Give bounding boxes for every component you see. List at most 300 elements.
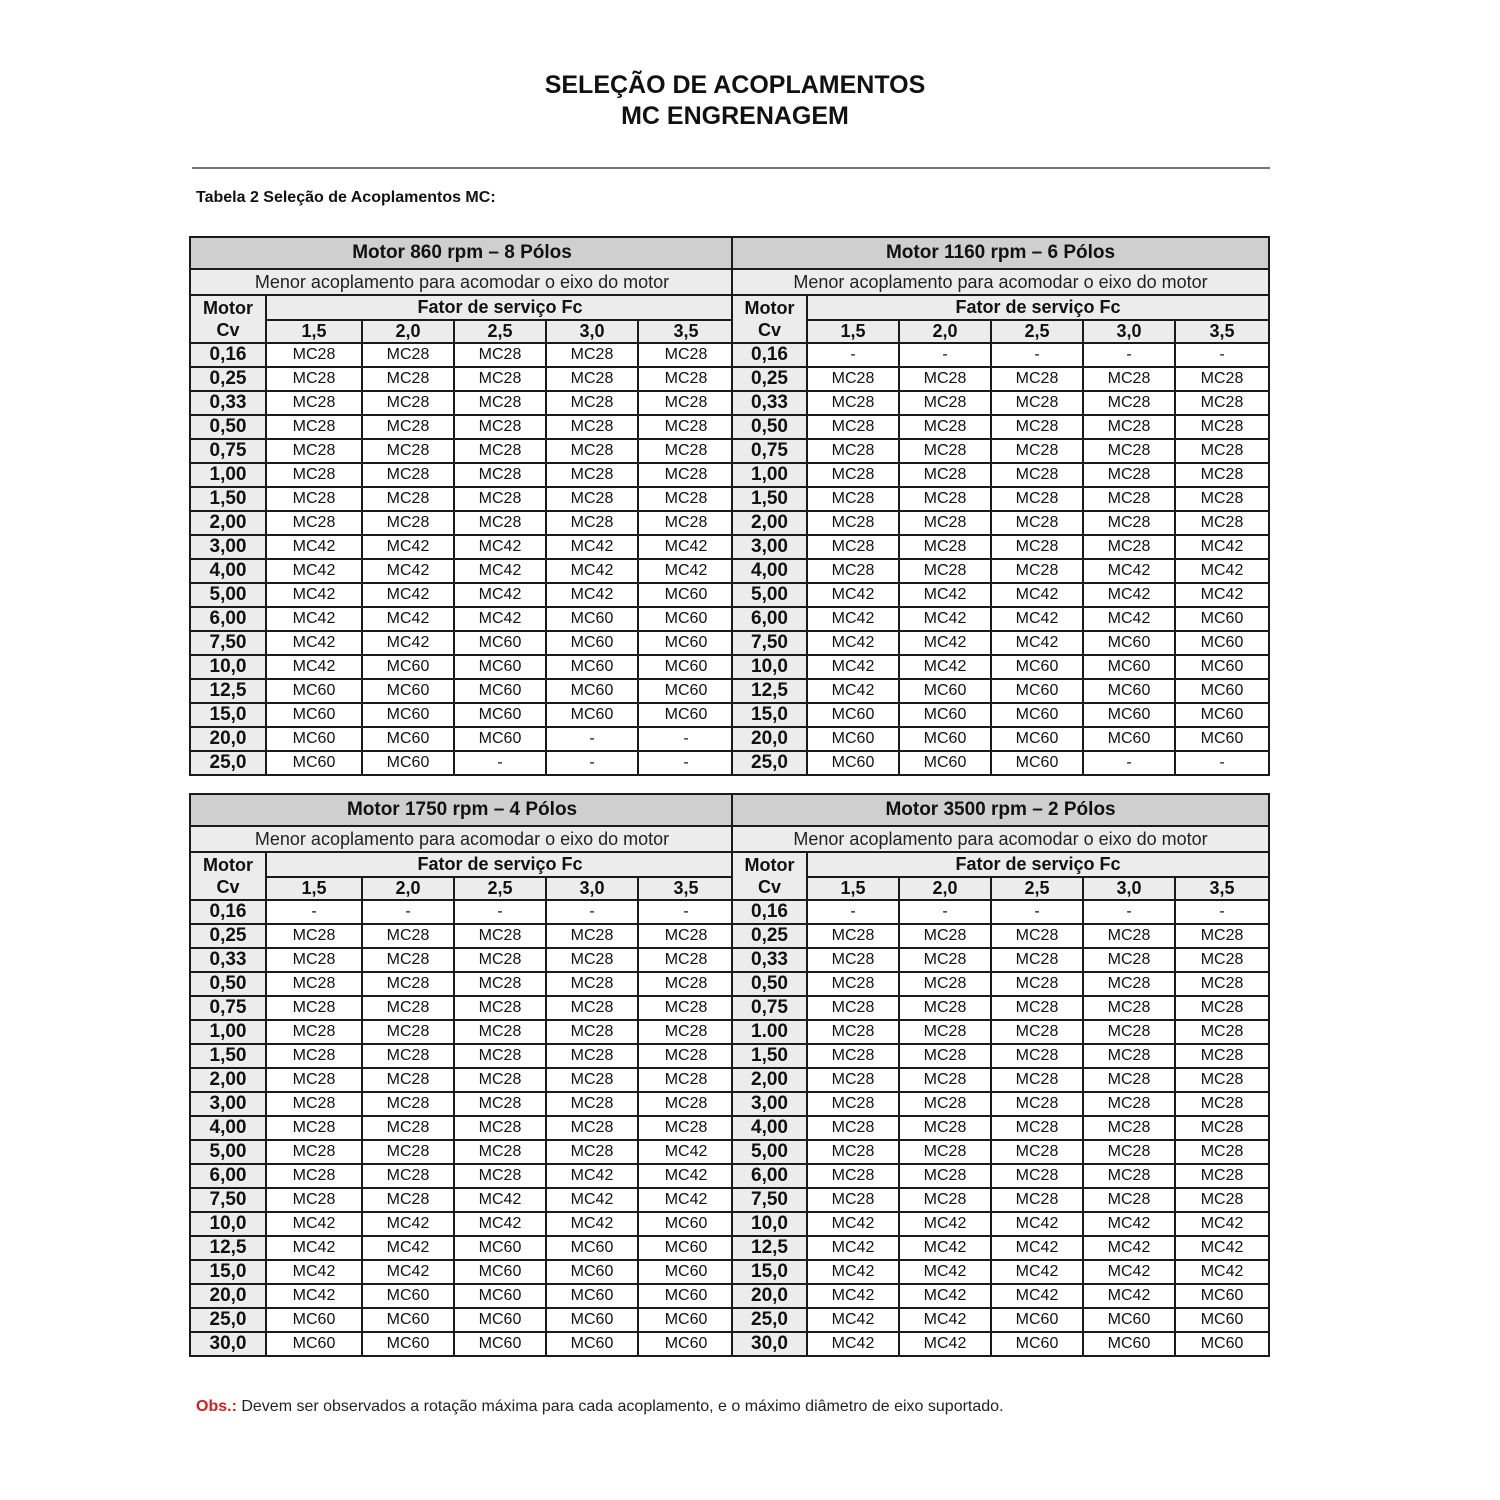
motor-cv-value: 5,00 [190, 1140, 266, 1164]
motor-cv-value: 0,75 [190, 996, 266, 1020]
coupling-cell: MC28 [991, 439, 1083, 463]
factor-values-row [732, 320, 1269, 343]
coupling-cell: MC28 [266, 1068, 362, 1092]
coupling-cell: MC60 [991, 1308, 1083, 1332]
coupling-cell: MC28 [1083, 415, 1175, 439]
table-row [190, 583, 734, 607]
coupling-cell: MC60 [899, 751, 991, 775]
coupling-cell: MC28 [899, 487, 991, 511]
coupling-cell: MC28 [266, 511, 362, 535]
table-row [732, 1212, 1269, 1236]
coupling-cell: MC28 [638, 972, 734, 996]
coupling-cell: MC42 [266, 1260, 362, 1284]
coupling-cell: MC42 [266, 583, 362, 607]
coupling-cell: MC60 [638, 1236, 734, 1260]
coupling-cell: MC28 [807, 1044, 899, 1068]
motor-cv-value: 0,33 [732, 948, 807, 972]
coupling-cell: MC28 [546, 343, 638, 367]
motor-cv-value: 1.00 [732, 1020, 807, 1044]
coupling-cell: MC42 [899, 1260, 991, 1284]
table-row [732, 727, 1269, 751]
coupling-cell: MC42 [899, 1212, 991, 1236]
coupling-cell: MC28 [454, 1116, 546, 1140]
motor-cv-value: 1,50 [190, 487, 266, 511]
coupling-cell: MC42 [1175, 535, 1269, 559]
motor-cv-value: 0,75 [190, 439, 266, 463]
coupling-cell: MC28 [1175, 948, 1269, 972]
section-subtitle: Menor acoplamento para acomodar o eixo do motor [732, 269, 1269, 295]
coupling-cell: MC28 [899, 1188, 991, 1212]
motor-cv-value: 1,00 [190, 1020, 266, 1044]
coupling-cell: MC28 [991, 1116, 1083, 1140]
coupling-cell: - [991, 343, 1083, 367]
coupling-cell: MC28 [1083, 391, 1175, 415]
coupling-cell: MC42 [1083, 1212, 1175, 1236]
coupling-cell: MC28 [362, 1092, 454, 1116]
factor-values-row [190, 877, 734, 900]
coupling-cell: MC60 [638, 1308, 734, 1332]
table-row [190, 1092, 734, 1116]
coupling-cell: MC42 [807, 679, 899, 703]
coupling-cell: MC28 [1175, 1068, 1269, 1092]
coupling-cell: MC42 [638, 535, 734, 559]
table-row [732, 1260, 1269, 1284]
coupling-cell: MC28 [266, 439, 362, 463]
coupling-cell: MC28 [266, 1044, 362, 1068]
motor-cv-value: 0,50 [190, 972, 266, 996]
coupling-cell: MC28 [638, 367, 734, 391]
coupling-cell: MC42 [991, 1236, 1083, 1260]
table-row [732, 1284, 1269, 1308]
factor-value: 2,5 [991, 320, 1083, 343]
motor-cv-value: 1,50 [732, 487, 807, 511]
coupling-cell: MC28 [899, 1164, 991, 1188]
coupling-cell: MC60 [266, 679, 362, 703]
table-row [190, 900, 734, 924]
table-row [732, 655, 1269, 679]
coupling-cell: MC60 [1083, 679, 1175, 703]
coupling-cell: - [1175, 900, 1269, 924]
factor-value: 1,5 [266, 877, 362, 900]
coupling-cell: MC42 [454, 535, 546, 559]
table-row [190, 996, 734, 1020]
coupling-cell: MC28 [1175, 391, 1269, 415]
observation-label: Obs.: [196, 1398, 237, 1415]
table-row [732, 511, 1269, 535]
coupling-cell: MC28 [362, 415, 454, 439]
selection-table-1750rpm [189, 793, 735, 1357]
motor-cv-value: 1,00 [190, 463, 266, 487]
coupling-cell: MC28 [362, 1164, 454, 1188]
coupling-cell: MC28 [266, 1116, 362, 1140]
coupling-cell: MC60 [1175, 679, 1269, 703]
motor-cv-value: 0,33 [732, 391, 807, 415]
coupling-cell: MC28 [362, 948, 454, 972]
coupling-cell: MC60 [899, 703, 991, 727]
coupling-cell: MC42 [1175, 559, 1269, 583]
coupling-cell: - [807, 343, 899, 367]
coupling-cell: MC60 [991, 679, 1083, 703]
coupling-cell: MC28 [1083, 535, 1175, 559]
table-row [732, 972, 1269, 996]
coupling-cell: MC28 [266, 1188, 362, 1212]
coupling-cell: MC60 [454, 1332, 546, 1356]
coupling-cell: MC28 [991, 1164, 1083, 1188]
coupling-cell: MC60 [454, 703, 546, 727]
motor-cv-value: 1,50 [190, 1044, 266, 1068]
coupling-cell: MC42 [454, 607, 546, 631]
coupling-cell: MC42 [546, 1164, 638, 1188]
coupling-cell: MC42 [266, 535, 362, 559]
coupling-cell: MC28 [1083, 1116, 1175, 1140]
motor-cv-value: 12,5 [190, 679, 266, 703]
coupling-cell: MC42 [1175, 1212, 1269, 1236]
coupling-cell: MC42 [1175, 583, 1269, 607]
factor-value: 3,5 [638, 320, 734, 343]
coupling-cell: MC28 [991, 391, 1083, 415]
cv-label: Cv [757, 877, 781, 897]
coupling-cell: MC60 [1175, 703, 1269, 727]
coupling-cell: MC28 [638, 1044, 734, 1068]
table-row [190, 972, 734, 996]
section-header-row [190, 237, 734, 269]
table-row [732, 583, 1269, 607]
table-row [732, 367, 1269, 391]
coupling-cell: MC28 [638, 1020, 734, 1044]
coupling-cell: MC42 [638, 1188, 734, 1212]
service-factor-header: Fator de serviço Fc [807, 295, 1269, 320]
coupling-cell: MC42 [807, 1260, 899, 1284]
table-row [190, 1164, 734, 1188]
coupling-cell: MC42 [1175, 1236, 1269, 1260]
coupling-cell: MC28 [991, 367, 1083, 391]
motor-cv-value: 25,0 [732, 751, 807, 775]
coupling-cell: MC28 [807, 535, 899, 559]
motor-cv-value: 12,5 [190, 1236, 266, 1260]
coupling-cell: MC28 [362, 367, 454, 391]
coupling-cell: MC42 [991, 1212, 1083, 1236]
coupling-cell: - [1175, 343, 1269, 367]
motor-cv-value: 25,0 [190, 751, 266, 775]
coupling-cell: MC28 [1083, 511, 1175, 535]
factor-value: 2,0 [899, 877, 991, 900]
coupling-cell: MC60 [266, 1308, 362, 1332]
coupling-cell: - [362, 900, 454, 924]
coupling-cell: MC28 [991, 559, 1083, 583]
coupling-cell: MC28 [807, 511, 899, 535]
coupling-cell: MC28 [1083, 948, 1175, 972]
coupling-cell: MC28 [266, 1020, 362, 1044]
motor-cv-value: 0,25 [732, 367, 807, 391]
table-row [732, 924, 1269, 948]
coupling-cell: MC28 [454, 996, 546, 1020]
motor-cv-value: 7,50 [732, 631, 807, 655]
coupling-cell: MC60 [638, 703, 734, 727]
coupling-cell: MC60 [899, 679, 991, 703]
motor-cv-value: 12,5 [732, 679, 807, 703]
motor-cv-value: 10,0 [190, 1212, 266, 1236]
coupling-cell: MC28 [899, 463, 991, 487]
table-row [732, 631, 1269, 655]
coupling-cell: MC60 [1083, 703, 1175, 727]
motor-cv-value: 5,00 [732, 1140, 807, 1164]
coupling-cell: MC60 [546, 607, 638, 631]
table-row [732, 679, 1269, 703]
coupling-cell: MC28 [807, 559, 899, 583]
factor-value: 2,5 [991, 877, 1083, 900]
coupling-cell: MC28 [454, 1164, 546, 1188]
coupling-cell: MC28 [1083, 972, 1175, 996]
table-row [190, 1308, 734, 1332]
coupling-cell: MC42 [1083, 607, 1175, 631]
coupling-cell: MC60 [1175, 655, 1269, 679]
coupling-cell: MC28 [1175, 972, 1269, 996]
coupling-cell: MC60 [546, 655, 638, 679]
motor-cv-value: 4,00 [190, 1116, 266, 1140]
coupling-cell: MC60 [546, 1308, 638, 1332]
section-title: Motor 1750 rpm – 4 Pólos [190, 794, 734, 826]
coupling-cell: MC60 [454, 1260, 546, 1284]
factor-values-row [190, 320, 734, 343]
factor-value: 3,0 [546, 320, 638, 343]
table-row [732, 1116, 1269, 1140]
coupling-cell: MC42 [546, 1188, 638, 1212]
table-row [732, 996, 1269, 1020]
coupling-cell: MC28 [1083, 996, 1175, 1020]
coupling-cell: MC28 [1083, 1020, 1175, 1044]
coupling-cell: - [899, 343, 991, 367]
coupling-cell: MC28 [266, 367, 362, 391]
coupling-cell: MC42 [362, 1236, 454, 1260]
document-title-line1: SELEÇÃO DE ACOPLAMENTOS [544, 71, 926, 99]
motor-label: Motor [744, 855, 795, 875]
coupling-cell: MC42 [362, 607, 454, 631]
motor-cv-value: 2,00 [190, 511, 266, 535]
motor-cv-value: 3,00 [732, 1092, 807, 1116]
coupling-cell: MC60 [899, 727, 991, 751]
coupling-cell: MC28 [546, 1116, 638, 1140]
table-row [190, 703, 734, 727]
coupling-cell: MC28 [807, 1116, 899, 1140]
coupling-cell: MC28 [546, 924, 638, 948]
coupling-cell: MC28 [1175, 1116, 1269, 1140]
motor-label: Motor [744, 298, 795, 318]
coupling-cell: MC28 [991, 511, 1083, 535]
section-title: Motor 3500 rpm – 2 Pólos [732, 794, 1269, 826]
table-row [190, 535, 734, 559]
coupling-cell: MC60 [1083, 1332, 1175, 1356]
coupling-cell: MC60 [362, 655, 454, 679]
motor-cv-value: 0,50 [732, 415, 807, 439]
table-row [190, 607, 734, 631]
section-subtitle-row [190, 269, 734, 295]
coupling-cell: MC28 [991, 924, 1083, 948]
coupling-cell: - [546, 900, 638, 924]
coupling-cell: MC60 [807, 751, 899, 775]
coupling-cell: MC42 [546, 535, 638, 559]
coupling-cell: MC28 [546, 463, 638, 487]
coupling-cell: MC42 [807, 1308, 899, 1332]
coupling-cell: - [1083, 343, 1175, 367]
motor-cv-value: 0,50 [190, 415, 266, 439]
coupling-cell: MC42 [807, 655, 899, 679]
motor-cv-value: 0,25 [190, 924, 266, 948]
coupling-cell: MC28 [807, 367, 899, 391]
coupling-cell: MC28 [899, 559, 991, 583]
motor-cv-value: 7,50 [732, 1188, 807, 1212]
table-row [732, 900, 1269, 924]
coupling-cell: MC28 [546, 972, 638, 996]
coupling-cell: MC28 [362, 1068, 454, 1092]
coupling-cell: MC28 [638, 1116, 734, 1140]
factor-value: 3,5 [638, 877, 734, 900]
coupling-cell: MC28 [546, 1044, 638, 1068]
coupling-cell: MC42 [266, 655, 362, 679]
coupling-cell: MC28 [899, 391, 991, 415]
motor-cv-value: 30,0 [732, 1332, 807, 1356]
selection-table-860rpm [189, 236, 735, 776]
coupling-cell: MC60 [362, 1308, 454, 1332]
table-row [732, 1092, 1269, 1116]
coupling-cell: MC28 [1175, 1020, 1269, 1044]
table-row [732, 559, 1269, 583]
coupling-cell: MC28 [546, 511, 638, 535]
coupling-cell: MC28 [638, 1092, 734, 1116]
table-row [732, 1164, 1269, 1188]
coupling-cell: - [546, 751, 638, 775]
motor-cv-value: 6,00 [190, 1164, 266, 1188]
coupling-cell: MC42 [991, 631, 1083, 655]
coupling-cell: MC28 [991, 996, 1083, 1020]
factor-value: 1,5 [807, 320, 899, 343]
motor-cv-value: 20,0 [190, 1284, 266, 1308]
coupling-cell: MC28 [362, 972, 454, 996]
coupling-cell: MC28 [266, 343, 362, 367]
coupling-cell: - [1175, 751, 1269, 775]
coupling-cell: MC60 [991, 727, 1083, 751]
coupling-cell: MC28 [266, 463, 362, 487]
coupling-cell: MC28 [899, 948, 991, 972]
table-row [190, 948, 734, 972]
coupling-cell: - [638, 727, 734, 751]
coupling-cell: - [991, 900, 1083, 924]
table-row [190, 1116, 734, 1140]
coupling-cell: MC42 [362, 583, 454, 607]
coupling-cell: MC28 [266, 487, 362, 511]
coupling-cell: MC60 [454, 727, 546, 751]
motor-cv-value: 5,00 [190, 583, 266, 607]
motor-cv-value: 4,00 [732, 1116, 807, 1140]
section-title: Motor 860 rpm – 8 Pólos [190, 237, 734, 269]
cv-label: Cv [216, 877, 240, 897]
coupling-cell: MC60 [546, 1236, 638, 1260]
coupling-cell: MC42 [1175, 1260, 1269, 1284]
coupling-cell: MC28 [454, 972, 546, 996]
motor-cv-value: 15,0 [190, 1260, 266, 1284]
coupling-cell: MC60 [1175, 727, 1269, 751]
factor-value: 3,0 [546, 877, 638, 900]
factor-value: 3,0 [1083, 877, 1175, 900]
table-row [190, 1284, 734, 1308]
motor-cv-value: 2,00 [190, 1068, 266, 1092]
coupling-cell: MC28 [454, 1140, 546, 1164]
coupling-cell: MC42 [266, 607, 362, 631]
coupling-cell: MC28 [362, 463, 454, 487]
table-row [190, 655, 734, 679]
table-row [190, 1068, 734, 1092]
coupling-cell: MC28 [899, 1116, 991, 1140]
coupling-cell: MC28 [991, 535, 1083, 559]
coupling-cell: MC28 [1175, 1140, 1269, 1164]
coupling-cell: MC28 [807, 948, 899, 972]
coupling-cell: MC60 [454, 679, 546, 703]
coupling-cell: MC28 [991, 1188, 1083, 1212]
coupling-cell: MC42 [807, 607, 899, 631]
table-row [732, 487, 1269, 511]
coupling-cell: MC28 [991, 1140, 1083, 1164]
coupling-cell: MC28 [1175, 367, 1269, 391]
table-row [190, 463, 734, 487]
coupling-cell: MC28 [266, 415, 362, 439]
coupling-cell: MC28 [362, 511, 454, 535]
coupling-cell: MC28 [454, 439, 546, 463]
coupling-cell: MC42 [266, 1212, 362, 1236]
coupling-cell: MC28 [266, 948, 362, 972]
motor-cv-value: 6,00 [732, 1164, 807, 1188]
coupling-cell: MC28 [1083, 1164, 1175, 1188]
coupling-cell: MC60 [638, 655, 734, 679]
coupling-cell: MC42 [266, 631, 362, 655]
coupling-cell: MC28 [899, 535, 991, 559]
coupling-cell: MC28 [899, 924, 991, 948]
motor-cv-value: 7,50 [190, 631, 266, 655]
motor-cv-value: 0,50 [732, 972, 807, 996]
table-row [190, 391, 734, 415]
table-row [732, 343, 1269, 367]
coupling-cell: MC60 [362, 703, 454, 727]
coupling-cell: MC28 [991, 463, 1083, 487]
motor-cv-value: 1,50 [732, 1044, 807, 1068]
table-row [732, 415, 1269, 439]
table-row [732, 1140, 1269, 1164]
motor-cv-value: 5,00 [732, 583, 807, 607]
coupling-cell: MC28 [991, 1044, 1083, 1068]
coupling-cell: MC28 [807, 1092, 899, 1116]
coupling-cell: MC28 [362, 439, 454, 463]
motor-cv-header [732, 852, 807, 900]
table-row [732, 535, 1269, 559]
table-row [732, 391, 1269, 415]
table-row [190, 559, 734, 583]
coupling-cell: MC60 [638, 1332, 734, 1356]
coupling-cell: MC60 [1175, 1284, 1269, 1308]
coupling-cell: MC28 [991, 1092, 1083, 1116]
coupling-cell: MC28 [991, 415, 1083, 439]
coupling-cell: MC42 [362, 559, 454, 583]
coupling-cell: MC28 [1083, 487, 1175, 511]
coupling-cell: MC42 [638, 559, 734, 583]
coupling-cell: MC28 [1083, 367, 1175, 391]
motor-cv-value: 2,00 [732, 1068, 807, 1092]
motor-cv-header [732, 295, 807, 343]
motor-cv-value: 3,00 [190, 535, 266, 559]
coupling-cell: MC28 [638, 415, 734, 439]
factor-value: 2,5 [454, 877, 546, 900]
motor-cv-value: 0,25 [190, 367, 266, 391]
coupling-cell: MC28 [807, 439, 899, 463]
coupling-cell: MC42 [638, 1140, 734, 1164]
coupling-cell: MC60 [991, 703, 1083, 727]
